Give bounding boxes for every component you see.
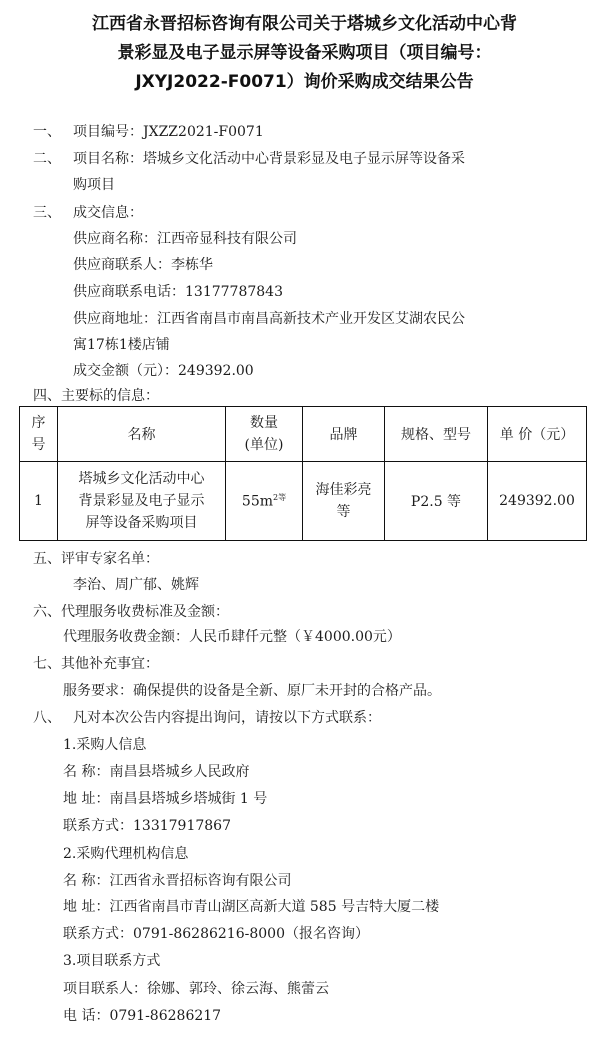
title-line-2: 景彩显及电子显示屏等设备采购项目（项目编号：: [117, 43, 492, 63]
agency-phone: 联系方式：0791-86286216-8000（报名咨询）: [63, 926, 369, 942]
agency-name: 名 称：江西省永晋招标咨询有限公司: [63, 873, 292, 889]
project-contact-title: 3.项目联系方式: [63, 953, 161, 969]
purchaser-info-title: 1.采购人信息: [63, 737, 147, 753]
service-requirement: 服务要求：确保提供的设备是全新、原厂未开封的合格产品。: [63, 683, 441, 699]
supplier-address-continued: 寓17栋1楼店铺: [73, 337, 170, 353]
section-number: 一、: [33, 124, 61, 140]
purchaser-name: 名 称：南昌县塔城乡人民政府: [63, 764, 250, 780]
section-number: 三、: [33, 205, 61, 221]
section-other-heading: 七、其他补充事宜：: [33, 656, 159, 672]
title-line-3: JXYJ2022-F0071）询价采购成交结果公告: [135, 72, 474, 92]
section-contact-heading: [33, 709, 381, 727]
contact-heading-text: 凡对本次公告内容提出询问，请按以下方式联系：: [73, 710, 381, 726]
section-project-number: [33, 123, 264, 141]
cell-seq: 1: [20, 462, 58, 541]
deal-info-label: 成交信息：: [73, 205, 143, 221]
section-deal-info: [33, 204, 143, 222]
table-header-row: [20, 407, 587, 462]
purchaser-phone: 联系方式：13317917867: [63, 818, 231, 834]
project-contacts: 项目联系人：徐娜、郭玲、徐云海、熊蕾云: [63, 981, 329, 997]
header-unit-price: 单 价（元）: [488, 407, 587, 462]
header-name: 名称: [58, 407, 226, 462]
header-brand: 品牌: [303, 407, 385, 462]
project-phone: 电 话：0791-86286217: [63, 1008, 222, 1024]
supplier-address: 供应商地址：江西省南昌市南昌高新技术产业开发区艾湖农民公: [73, 311, 465, 327]
title-line-1: 江西省永晋招标咨询有限公司关于塔城乡文化活动中心背: [92, 14, 517, 34]
project-name-value: 塔城乡文化活动中心背景彩显及电子显示屏等设备采: [143, 151, 465, 167]
header-seq: 序 号: [20, 407, 58, 462]
header-spec: 规格、型号: [385, 407, 488, 462]
section-number: 二、: [33, 151, 61, 167]
supplier-contact: 供应商联系人：李栋华: [73, 257, 213, 273]
supplier-phone: 供应商联系电话：13177787843: [73, 284, 283, 300]
supplier-name: 供应商名称：江西帝显科技有限公司: [73, 231, 297, 247]
purchaser-address: 地 址：南昌县塔城乡塔城街 1 号: [63, 791, 268, 807]
section-main-items-heading: 四、主要标的信息：: [33, 388, 159, 404]
section-fee-heading: 六、代理服务收费标准及金额：: [33, 604, 229, 620]
deal-amount: 成交金额（元）：249392.00: [73, 363, 254, 379]
header-quantity: 数量 (单位): [226, 407, 303, 462]
cell-name: 塔城乡文化活动中心 背景彩显及电子显示 屏等设备采购项目: [58, 462, 226, 541]
cell-spec: P2.5 等: [385, 462, 488, 541]
announcement-title: [8, 10, 601, 97]
agency-address: 地 址：江西省南昌市青山湖区高新大道 585 号吉特大厦二楼: [63, 899, 440, 915]
items-table: [19, 406, 587, 541]
agency-info-title: 2.采购代理机构信息: [63, 846, 189, 862]
section-number: 八、: [33, 710, 61, 726]
agency-fee: 代理服务收费金额：人民币肆仟元整（￥4000.00元）: [63, 629, 401, 645]
expert-list: 李治、周广郁、姚辉: [73, 577, 199, 593]
cell-unit-price: 249392.00: [488, 462, 587, 541]
project-name-label: 项目名称：: [73, 151, 143, 167]
cell-quantity: $55m^{2等}$: [226, 462, 303, 541]
project-number-value: JXZZ2021-F0071: [143, 124, 264, 140]
section-experts-heading: 五、评审专家名单：: [33, 551, 159, 567]
project-number-label: 项目编号：: [73, 124, 143, 140]
table-row: [20, 462, 587, 541]
section-project-name: [33, 150, 465, 168]
project-name-continued: 购项目: [73, 177, 115, 193]
cell-brand: 海佳彩亮 等: [303, 462, 385, 541]
